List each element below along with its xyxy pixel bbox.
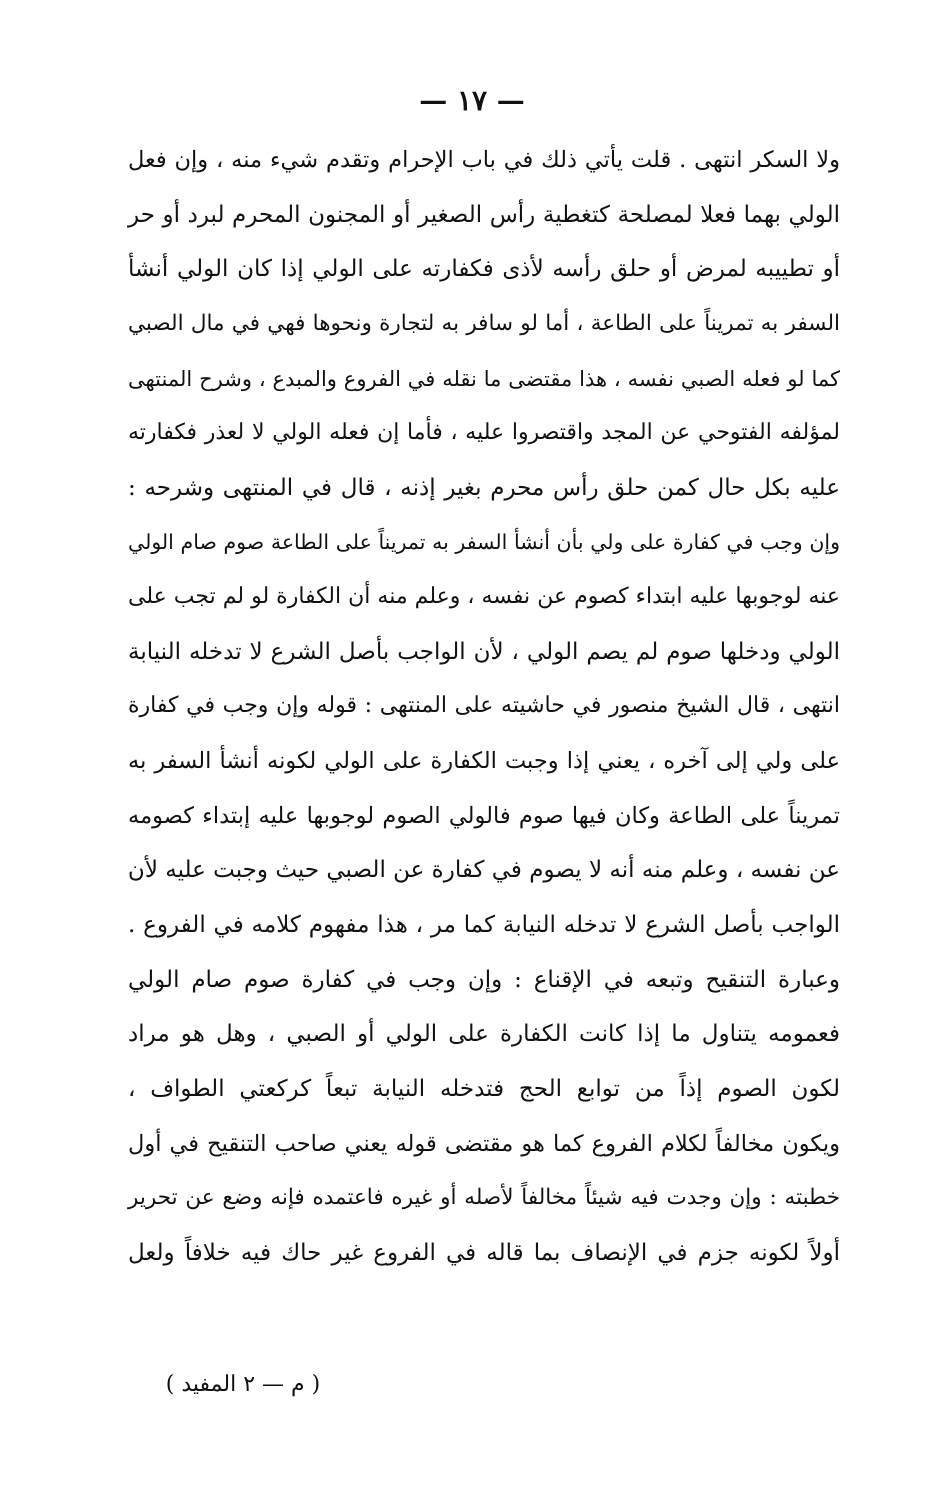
text-line: وإن وجب في كفارة على ولي بأن أنشأ السفر به تمريناً على الطاعة صوم صام الولي: [128, 530, 840, 555]
text-line: لكون الصوم إذاً من توابع الحج فتدخله النيابة تبعاً كركعتي الطواف ،: [128, 1075, 840, 1102]
text-line: وعبارة التنقيح وتبعه في الإقناع : وإن وجب في كفارة صوم صام الولي: [128, 966, 840, 993]
body-text: [128, 133, 840, 1280]
text-line: ولا السكر انتهى . قلت يأتي ذلك في باب الإحرام وتقدم شيء منه ، وإن فعل: [128, 147, 840, 173]
text-line: أولاً لكونه جزم في الإنصاف بما قاله في الفروع غير حاك فيه خلافاً ولعل: [128, 1239, 840, 1266]
text-line: على ولي إلى آخره ، يعني إذا وجبت الكفارة على الولي لكونه أنشأ السفر به: [128, 748, 840, 775]
text-line: كما لو فعله الصبي نفسه ، هذا مقتضى ما نقله في الفروع والمبدع ، وشرح المنتهى: [128, 366, 840, 391]
text-line: فعمومه يتناول ما إذا كانت الكفارة على الولي أو الصبي ، وهل هو مراد: [128, 1021, 840, 1048]
text-line: لمؤلفه الفتوحي عن المجد واقتصروا عليه ، فأما إن فعله الولي لا لعذر فكفارته: [128, 420, 840, 446]
printer-signature-mark: ( م — ٢ المفيد ): [165, 1372, 321, 1397]
text-line: السفر به تمريناً على الطاعة ، أما لو سافر به لتجارة ونحوها فهي في مال الصبي: [128, 310, 840, 336]
text-line: الواجب بأصل الشرع لا تدخله النيابة كما مر ، هذا مفهوم كلامه في الفروع .: [128, 911, 840, 938]
page-number: — ١٧ —: [419, 84, 525, 117]
text-line: ويكون مخالفاً لكلام الفروع كما هو مقتضى قوله يعني صاحب التنقيح في أول: [128, 1130, 840, 1157]
text-line: الولي بهما فعلا لمصلحة كتغطية رأس الصغير أو المجنون المحرم لبرد أو حر: [128, 201, 840, 228]
text-line: عنه لوجوبها عليه ابتداء كصوم عن نفسه ، وعلم منه أن الكفارة لو لم تجب على: [128, 584, 841, 610]
text-line: خطبته : وإن وجدت فيه شيئاً مخالفاً لأصله أو غيره فاعتمده فإنه وضع عن تحرير: [128, 1185, 840, 1211]
text-line: تمريناً على الطاعة وكان فيها صوم فالولي الصوم لوجوبها عليه إبتداء كصومه: [128, 802, 840, 829]
text-line: عن نفسه ، وعلم منه أنه لا يصوم في كفارة عن الصبي حيث وجبت عليه لأن: [127, 857, 840, 884]
text-line: عليه بكل حال كمن حلق رأس محرم بغير إذنه ، قال في المنتهى وشرحه :: [128, 474, 840, 501]
text-line: انتهى ، قال الشيخ منصور في حاشيته على المنتهى : قوله وإن وجب في كفارة: [128, 693, 840, 719]
text-line: الولي ودخلها صوم لم يصم الولي ، لأن الواجب بأصل الشرع لا تدخله النيابة: [128, 638, 840, 665]
text-line: أو تطييبه لمرض أو حلق رأسه لأذى فكفارته على الولي إذا كان الولي أنشأ: [128, 256, 840, 283]
